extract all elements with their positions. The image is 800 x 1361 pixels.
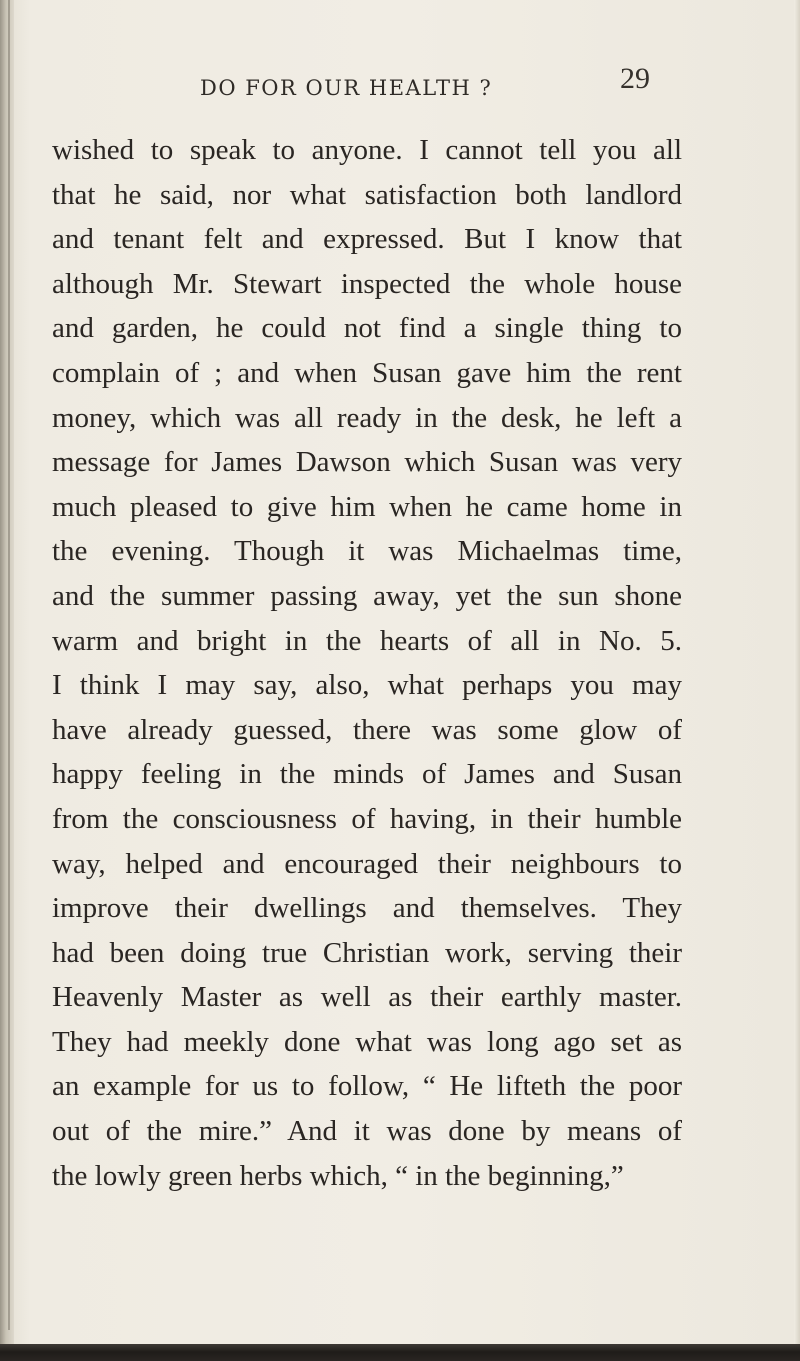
- text-line: and garden, he could not find a single thing to: [52, 312, 682, 345]
- text-line: and the summer passing away, yet the sun shone: [52, 579, 682, 612]
- text-line: warm and bright in the hearts of all in No. 5.: [52, 624, 682, 657]
- text-line: complain of ; and when Susan gave him the rent: [52, 356, 682, 389]
- page-gutter: [0, 0, 14, 1361]
- text-line: message for James Dawson which Susan was very: [52, 446, 682, 479]
- page-edge: [794, 0, 800, 1361]
- text-line: wished to speak to anyone. I cannot tell you all: [52, 134, 682, 166]
- text-line: although Mr. Stewart inspected the whole house: [52, 267, 682, 300]
- text-line: an example for us to follow, “ He lifteth the poor: [52, 1070, 682, 1103]
- text-line: have already guessed, there was some glow of: [52, 713, 682, 746]
- running-title: DO FOR OUR HEALTH ?: [200, 76, 493, 100]
- binding-edge: [8, 0, 10, 1330]
- page-number: 29: [620, 62, 650, 95]
- text-line: I think I may say, also, what perhaps you may: [52, 669, 682, 702]
- text-line: the lowly green herbs which, “ in the beginning,”: [52, 1159, 624, 1192]
- text-line: that he said, nor what satisfaction both landlord: [52, 178, 682, 211]
- text-line: Heavenly Master as well as their earthly master.: [52, 981, 682, 1014]
- text-line: from the consciousness of having, in their humble: [52, 802, 682, 835]
- text-line: way, helped and encouraged their neighbours to: [52, 847, 682, 880]
- scan-bottom-edge: [0, 1344, 800, 1361]
- text-line: and tenant felt and expressed. But I know that: [52, 223, 682, 256]
- running-header: [0, 62, 800, 110]
- body-text: [52, 128, 682, 1198]
- text-line: had been doing true Christian work, serving their: [52, 936, 682, 969]
- text-line: money, which was all ready in the desk, he left a: [52, 401, 682, 434]
- text-line: out of the mire.” And it was done by means of: [52, 1115, 682, 1148]
- text-line: happy feeling in the minds of James and Susan: [52, 758, 682, 791]
- text-line: They had meekly done what was long ago set as: [52, 1025, 682, 1058]
- text-line: the evening. Though it was Michaelmas time,: [52, 535, 682, 568]
- text-line: much pleased to give him when he came home in: [52, 490, 682, 523]
- text-line: improve their dwellings and themselves. They: [52, 892, 682, 925]
